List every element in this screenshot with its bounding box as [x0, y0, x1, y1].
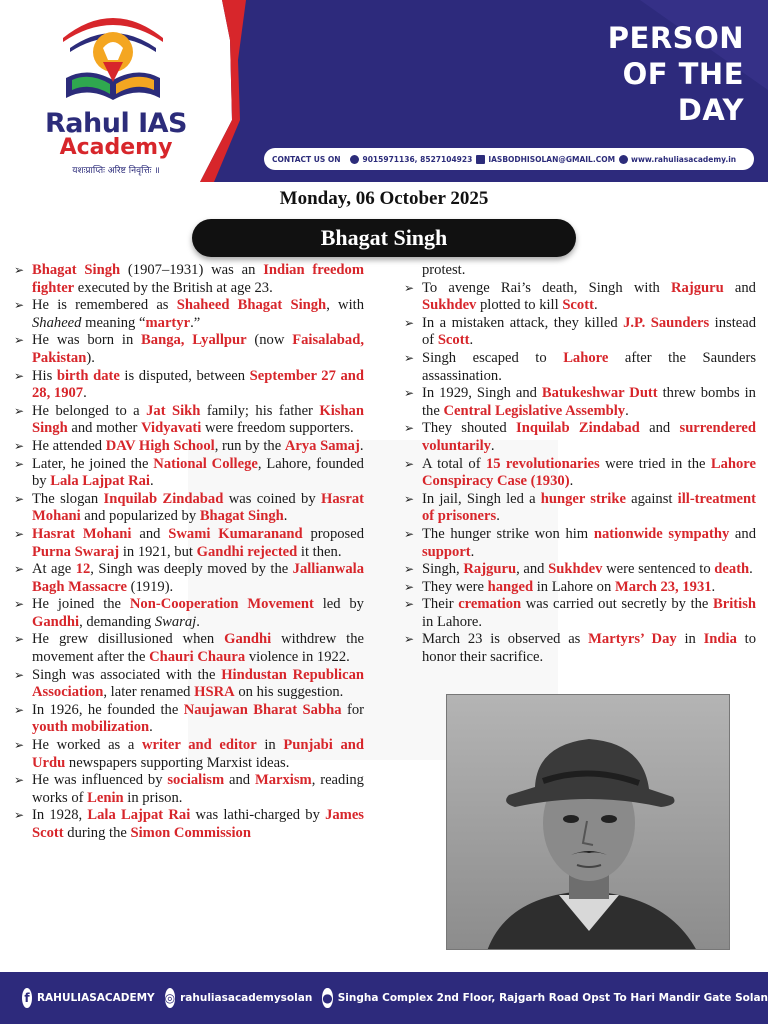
- body-text: , reading works of: [32, 772, 364, 806]
- body-text: He joined the: [32, 596, 130, 613]
- contact-bar: [264, 148, 754, 170]
- body-text: Later, he joined the: [32, 455, 154, 472]
- list-item: [14, 368, 364, 403]
- body-text: , and: [516, 561, 549, 578]
- body-text: , Singh was deeply moved by the: [90, 561, 293, 578]
- body-text: and: [723, 279, 756, 296]
- list-item: [14, 702, 364, 737]
- list-item: [404, 631, 756, 666]
- highlight-text: 15 revolutionaries: [485, 455, 600, 472]
- body-text: They were: [422, 578, 488, 595]
- body-text: In 1929, Singh and: [422, 385, 542, 402]
- body-text: (1919).: [127, 578, 174, 595]
- body-text: against: [625, 490, 678, 507]
- body-text: led by: [313, 596, 364, 613]
- body-text: He grew disillusioned when: [32, 631, 225, 648]
- body-text: instead of: [422, 314, 756, 349]
- list-item: [14, 262, 364, 297]
- body-text: .: [283, 508, 288, 525]
- body-text: Their: [422, 596, 459, 613]
- body-text: In 1928,: [32, 807, 88, 824]
- body-text: He attended: [32, 437, 106, 454]
- body-text: , demanding: [79, 613, 155, 630]
- body-text: threw bombs in the: [422, 385, 756, 419]
- heading-line: PERSON: [607, 21, 744, 55]
- list-item: [404, 561, 756, 579]
- body-text: .: [749, 561, 753, 578]
- footer-bar: [0, 972, 768, 1024]
- body-text: Singh escaped to: [422, 349, 564, 366]
- highlight-text: Gandhi: [224, 631, 272, 648]
- highlight-text: Scott: [562, 297, 594, 314]
- brand-tagline: यशःप्राप्तिः अरिष्ट निवृत्तिः ॥: [72, 166, 160, 176]
- highlight-text: National College: [153, 455, 258, 472]
- list-item: [404, 579, 756, 597]
- highlight-text: Lala Lajpat Rai: [87, 807, 191, 824]
- instagram-icon: ◎: [165, 988, 175, 1008]
- body-text: .: [625, 402, 629, 419]
- body-text: was coined by: [223, 490, 322, 507]
- heading-line: OF THE: [622, 57, 744, 91]
- academy-logo: [18, 8, 208, 178]
- body-text: In 1926, he founded the: [32, 701, 184, 718]
- highlight-text: Faisalabad, Pakistan: [32, 332, 364, 366]
- highlight-text: DAV High School: [105, 437, 215, 454]
- highlight-text: youth mobilization: [32, 719, 150, 736]
- highlight-text: Hindustan Republican Association: [32, 666, 364, 701]
- highlight-text: Punjabi and Urdu: [32, 737, 364, 771]
- body-text: proposed: [302, 525, 365, 542]
- highlight-text: death: [714, 561, 750, 578]
- body-text: in: [256, 737, 284, 754]
- body-text: He worked as a: [32, 737, 142, 754]
- highlight-text: Inquilab Zindabad: [103, 490, 224, 507]
- list-item: [14, 332, 364, 367]
- body-text: .”: [190, 314, 201, 331]
- body-text: , later renamed: [103, 684, 195, 701]
- list-item: [404, 280, 756, 315]
- mail-icon: [476, 155, 485, 164]
- body-text: and popularized by: [80, 508, 200, 525]
- body-text: At age: [32, 561, 76, 578]
- highlight-text: Sukhdev: [422, 297, 477, 314]
- body-text: Shaheed: [32, 314, 82, 331]
- highlight-text: birth date: [56, 367, 120, 384]
- body-text: He is remembered as: [32, 297, 177, 314]
- highlight-text: Purna Swaraj: [32, 543, 120, 560]
- list-item: [404, 456, 756, 491]
- date-heading: Monday, 06 October 2025: [279, 188, 489, 209]
- highlight-text: James Scott: [32, 807, 364, 841]
- body-text: Singh was associated with the: [32, 666, 222, 683]
- person-of-the-day-heading: [608, 20, 744, 128]
- body-text: In jail, Singh led a: [422, 490, 541, 507]
- body-text: His: [32, 367, 57, 384]
- highlight-text: Shaheed Bhagat Singh: [176, 297, 327, 314]
- body-text: They shouted: [422, 420, 517, 437]
- body-text: He was influenced by: [32, 772, 168, 789]
- body-text: executed by the British at age 23.: [74, 279, 273, 296]
- highlight-text: Central Legislative Assembly: [443, 402, 626, 419]
- highlight-text: ill-treatment of prisoners: [422, 490, 756, 525]
- facts-column-left: [14, 262, 364, 843]
- body-text: in Lahore.: [422, 613, 482, 630]
- body-text: for: [341, 701, 364, 718]
- highlight-text: nationwide sympathy: [593, 525, 730, 542]
- body-text: in prison.: [123, 789, 183, 806]
- facts-column-right: [404, 262, 756, 667]
- highlight-text: Jallianwala Bagh Massacre: [32, 561, 364, 595]
- body-text: in Lahore on: [533, 578, 615, 595]
- body-text: .: [490, 437, 495, 454]
- body-text: , with: [326, 297, 364, 314]
- body-text: .: [593, 297, 598, 314]
- list-item: [14, 807, 364, 842]
- body-text: .: [83, 385, 87, 402]
- highlight-text: Bhagat Singh: [32, 262, 121, 278]
- location-pin-icon: ●: [322, 988, 332, 1008]
- body-text: , run by the: [214, 437, 285, 454]
- highlight-text: Gandhi: [32, 613, 80, 630]
- body-text: He was born in: [32, 332, 142, 349]
- highlight-text: hunger strike: [540, 490, 626, 507]
- highlight-text: J.P. Saunders: [623, 314, 710, 331]
- body-text: and: [224, 772, 255, 789]
- highlight-text: Chauri Chaura: [149, 649, 246, 666]
- body-text: meaning “: [81, 314, 146, 331]
- body-text: in: [676, 631, 704, 648]
- facebook-icon: f: [22, 988, 32, 1008]
- highlight-text: surrendered voluntarily: [422, 420, 756, 454]
- body-text: withdrew the movement after the: [32, 631, 364, 666]
- body-text: were freedom supporters.: [201, 420, 354, 437]
- highlight-text: Vidyavati: [141, 420, 202, 437]
- body-text: after the Saunders assassination.: [422, 349, 756, 384]
- highlight-text: Gandhi rejected: [196, 543, 298, 560]
- brand-name: Rahul IAS: [45, 108, 187, 139]
- list-item: [14, 772, 364, 807]
- body-text: To avenge Rai’s death, Singh with: [422, 279, 671, 296]
- list-item: [14, 667, 364, 702]
- list-item: [14, 631, 364, 666]
- highlight-text: Rajguru: [671, 279, 724, 296]
- body-text: and: [729, 525, 756, 542]
- highlight-text: support: [422, 543, 471, 560]
- body-text: family; his father: [200, 402, 320, 419]
- body-text: Swaraj: [154, 613, 197, 630]
- body-text: ).: [86, 349, 95, 366]
- footer-instagram[interactable]: rahuliasacademysolan: [180, 992, 313, 1004]
- highlight-text: Lala Lajpat Rai: [50, 473, 150, 490]
- highlight-text: Naujawan Bharat Sabha: [183, 701, 342, 718]
- highlight-text: Lahore Conspiracy Case (1930): [422, 455, 756, 490]
- body-text: .: [469, 332, 474, 349]
- list-item: [404, 526, 756, 561]
- highlight-text: socialism: [167, 772, 225, 789]
- body-text: during the: [63, 825, 131, 841]
- list-item: [404, 420, 756, 455]
- list-item: [14, 403, 364, 438]
- portrait-photo: [446, 694, 730, 950]
- list-item: [404, 350, 756, 385]
- list-item: [14, 297, 364, 332]
- list-item: [14, 456, 364, 491]
- list-item: [404, 385, 756, 420]
- body-text: it then.: [297, 543, 342, 560]
- contact-email[interactable]: IASBODHISOLAN@GMAIL.COM: [488, 154, 616, 164]
- list-item: [14, 737, 364, 772]
- highlight-text: 12: [75, 561, 91, 578]
- body-text: .: [196, 613, 200, 630]
- body-text: .: [359, 437, 364, 454]
- body-text: .: [149, 473, 154, 490]
- highlight-text: Batukeshwar Dutt: [541, 385, 658, 402]
- body-text: .: [569, 473, 574, 490]
- body-text: newspapers supporting Marxist ideas.: [65, 754, 290, 771]
- contact-phones[interactable]: 9015971136, 8527104923: [362, 154, 473, 164]
- header-banner: [0, 0, 768, 182]
- highlight-text: India: [703, 631, 737, 648]
- body-text: In a mistaken attack, they killed: [422, 314, 624, 331]
- highlight-text: Hasrat Mohani: [32, 490, 364, 525]
- body-text: on his suggestion.: [234, 684, 344, 701]
- footer-address: Singha Complex 2nd Floor, Rajgarh Road Opst To Hari Mandir Gate Solan: [337, 992, 768, 1004]
- list-item: [14, 561, 364, 596]
- person-name-banner: Bhagat Singh: [192, 219, 576, 257]
- body-text: (1907–1931) was an: [120, 262, 264, 278]
- footer-facebook[interactable]: RAHULIASACADEMY: [36, 992, 155, 1004]
- highlight-text: Non-Cooperation Movement: [129, 596, 314, 613]
- body-text: were sentenced to: [602, 561, 715, 578]
- highlight-text: Banga, Lyallpur: [141, 332, 247, 349]
- body-text: was carried out secretly by the: [521, 596, 714, 613]
- body-text: Singh,: [422, 561, 464, 578]
- highlight-text: hanged: [487, 578, 534, 595]
- list-item: [14, 491, 364, 526]
- body-text: .: [149, 719, 153, 736]
- list-item: [404, 315, 756, 350]
- list-item: [14, 438, 364, 456]
- highlight-text: September 27 and 28, 1907: [32, 367, 364, 402]
- body-text: A total of: [422, 455, 486, 472]
- body-text: plotted to kill: [476, 297, 563, 314]
- list-item: [404, 491, 756, 526]
- body-text: was lathi-charged by: [190, 807, 326, 824]
- highlight-text: Hasrat Mohani: [32, 525, 132, 542]
- highlight-text: Arya Samaj: [284, 437, 360, 454]
- highlight-text: writer and editor: [141, 737, 257, 754]
- highlight-text: Scott: [437, 332, 470, 349]
- body-text: , Lahore, founded by: [32, 455, 364, 490]
- contact-website[interactable]: www.rahuliasacademy.in: [631, 154, 737, 164]
- heading-line: DAY: [677, 93, 744, 127]
- highlight-text: Lenin: [87, 789, 124, 806]
- highlight-text: Marxism: [254, 772, 312, 789]
- highlight-text: martyr: [145, 314, 191, 331]
- body-text: to honor their sacrifice.: [422, 631, 757, 666]
- body-text: .: [496, 508, 500, 525]
- highlight-text: Simon Commission: [130, 825, 251, 841]
- portrait-illustration: [447, 695, 730, 950]
- highlight-text: March 23, 1931: [614, 578, 712, 595]
- body-text: The slogan: [32, 490, 104, 507]
- highlight-text: Lahore: [563, 349, 609, 366]
- body-text: is disputed, between: [119, 367, 250, 384]
- highlight-text: cremation: [458, 596, 522, 613]
- highlight-text: British: [713, 596, 756, 613]
- highlight-text: Martyrs’ Day: [588, 631, 677, 648]
- brand-subname: Academy: [59, 135, 173, 160]
- body-text: He belonged to a: [32, 402, 147, 419]
- highlight-text: Swami Kumaranand: [168, 525, 303, 542]
- body-text: .: [711, 578, 716, 595]
- list-item-continuation: protest.: [422, 262, 466, 278]
- body-text: were tried in the: [599, 455, 711, 472]
- book-emblem-icon: [48, 8, 178, 108]
- highlight-text: Indian freedom fighter: [32, 262, 364, 296]
- body-text: (now: [246, 332, 293, 349]
- highlight-text: Kishan Singh: [32, 402, 364, 437]
- highlight-text: Rajguru: [463, 561, 517, 578]
- highlight-text: Jat Sikh: [146, 402, 201, 419]
- body-text: and: [639, 420, 680, 437]
- body-text: .: [470, 543, 475, 560]
- highlight-text: Sukhdev: [548, 561, 603, 578]
- body-text: The hunger strike won him: [422, 525, 594, 542]
- body-text: March 23 is observed as: [422, 631, 589, 648]
- list-item: [14, 526, 364, 561]
- phone-icon: [350, 155, 359, 164]
- body-text: and: [131, 525, 169, 542]
- globe-icon: [619, 155, 628, 164]
- highlight-text: Inquilab Zindabad: [516, 420, 640, 437]
- body-text: violence in 1922.: [245, 649, 350, 666]
- highlight-text: HSRA: [194, 684, 235, 701]
- list-item: [14, 596, 364, 631]
- body-text: in 1921, but: [119, 543, 197, 560]
- highlight-text: Bhagat Singh: [199, 508, 284, 525]
- contact-label: CONTACT US ON: [272, 154, 341, 164]
- body-text: and mother: [67, 420, 142, 437]
- list-item: [404, 596, 756, 631]
